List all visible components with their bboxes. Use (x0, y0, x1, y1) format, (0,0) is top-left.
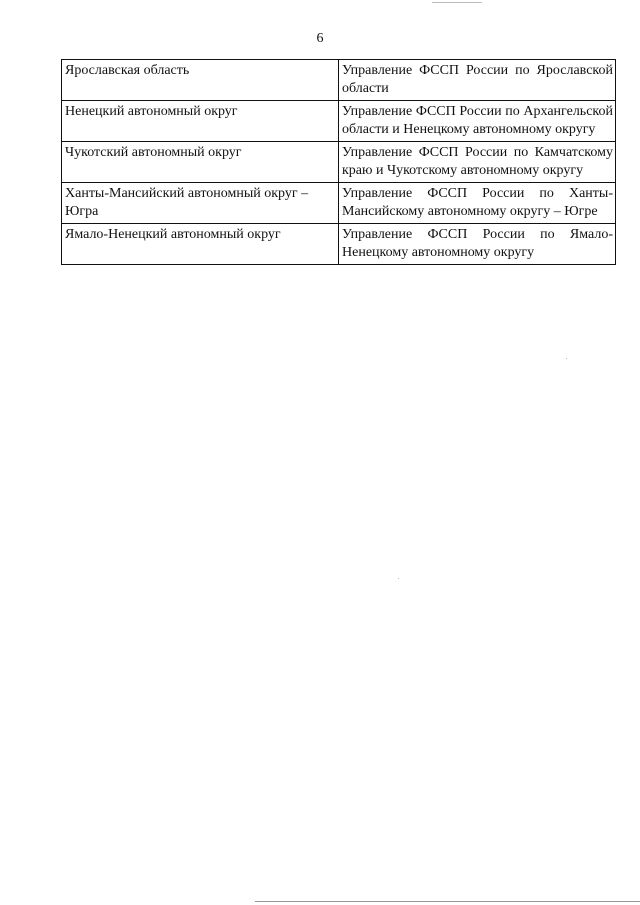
page-number: 6 (316, 31, 324, 46)
scan-speck (398, 578, 399, 579)
region-cell: Ямало-Ненецкий автономный округ (62, 224, 339, 265)
table-row (62, 142, 616, 183)
scan-artifact-top (432, 2, 482, 3)
table-row (62, 60, 616, 101)
office-cell: Управление ФССП России по Камчатскому краю и Чукотскому автономному округу (339, 142, 616, 183)
table-row (62, 101, 616, 142)
region-cell: Ненецкий автономный округ (62, 101, 339, 142)
region-office-table (61, 59, 616, 265)
office-cell: Управление ФССП России по Ханты-Мансийскому автономному округу – Югре (339, 183, 616, 224)
table-row (62, 183, 616, 224)
table-row (62, 224, 616, 265)
scan-speck (566, 358, 567, 359)
region-cell: Ханты-Мансийский автономный округ – Югра (62, 183, 339, 224)
scan-artifact-bottom (255, 901, 640, 902)
region-cell: Ярославская область (62, 60, 339, 101)
office-cell: Управление ФССП России по Ямало-Ненецкому автономному округу (339, 224, 616, 265)
office-cell: Управление ФССП России по Ярославской области (339, 60, 616, 101)
office-cell: Управление ФССП России по Архангельской области и Ненецкому автономному округу (339, 101, 616, 142)
region-cell: Чукотский автономный округ (62, 142, 339, 183)
